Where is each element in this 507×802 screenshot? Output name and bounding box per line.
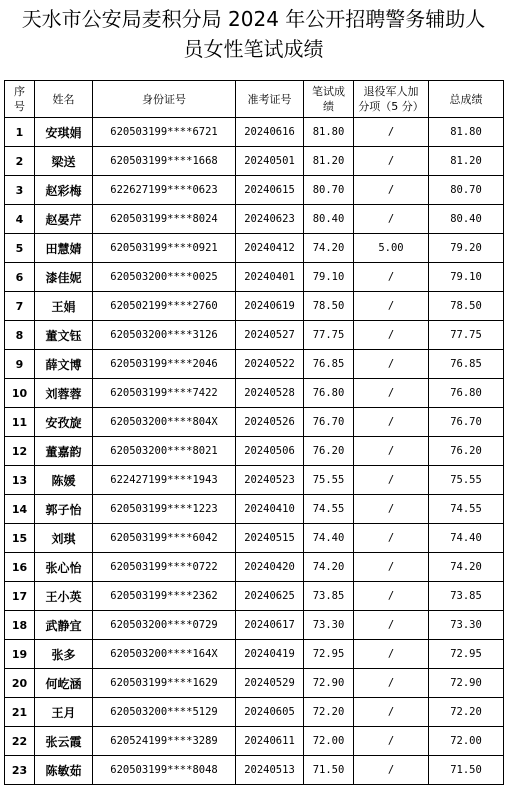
cell-veteran-bonus: / [354, 727, 429, 756]
cell-veteran-bonus: / [354, 263, 429, 292]
cell-total-score: 71.50 [429, 756, 504, 785]
cell-id-number: 620503200****8021 [93, 437, 236, 466]
cell-exam-number: 20240527 [236, 321, 304, 350]
header-seq: 序 号 [5, 81, 35, 118]
title-line-1: 天水市公安局麦积分局 2024 年公开招聘警务辅助人 [21, 7, 486, 31]
cell-total-score: 74.20 [429, 553, 504, 582]
cell-written-score: 74.20 [304, 234, 354, 263]
table-row [5, 292, 504, 321]
cell-veteran-bonus: / [354, 640, 429, 669]
table-row [5, 524, 504, 553]
cell-seq: 4 [5, 205, 35, 234]
cell-written-score: 74.40 [304, 524, 354, 553]
table-row [5, 176, 504, 205]
cell-veteran-bonus: / [354, 669, 429, 698]
header-veteran-bonus: 退役军人加 分项（5 分） [354, 81, 429, 118]
cell-total-score: 81.80 [429, 118, 504, 147]
cell-name: 刘琪 [35, 524, 93, 553]
cell-exam-number: 20240625 [236, 582, 304, 611]
cell-written-score: 76.80 [304, 379, 354, 408]
cell-exam-number: 20240513 [236, 756, 304, 785]
cell-total-score: 76.70 [429, 408, 504, 437]
table-header-row [5, 81, 504, 118]
cell-id-number: 620503200****3126 [93, 321, 236, 350]
cell-total-score: 75.55 [429, 466, 504, 495]
cell-exam-number: 20240611 [236, 727, 304, 756]
cell-seq: 7 [5, 292, 35, 321]
cell-veteran-bonus: / [354, 379, 429, 408]
cell-veteran-bonus: / [354, 408, 429, 437]
cell-id-number: 620503199****1223 [93, 495, 236, 524]
cell-total-score: 80.70 [429, 176, 504, 205]
cell-name: 赵晏芹 [35, 205, 93, 234]
cell-written-score: 73.85 [304, 582, 354, 611]
cell-name: 张云霞 [35, 727, 93, 756]
cell-name: 赵彩梅 [35, 176, 93, 205]
cell-total-score: 76.85 [429, 350, 504, 379]
cell-seq: 15 [5, 524, 35, 553]
table-row [5, 118, 504, 147]
cell-seq: 14 [5, 495, 35, 524]
cell-total-score: 76.20 [429, 437, 504, 466]
cell-seq: 13 [5, 466, 35, 495]
cell-seq: 8 [5, 321, 35, 350]
cell-id-number: 620524199****3289 [93, 727, 236, 756]
cell-written-score: 76.20 [304, 437, 354, 466]
header-written-score: 笔试成 绩 [304, 81, 354, 118]
cell-exam-number: 20240619 [236, 292, 304, 321]
cell-name: 薛文博 [35, 350, 93, 379]
cell-total-score: 79.10 [429, 263, 504, 292]
cell-seq: 11 [5, 408, 35, 437]
cell-id-number: 620503200****0729 [93, 611, 236, 640]
table-row [5, 263, 504, 292]
cell-exam-number: 20240420 [236, 553, 304, 582]
cell-name: 梁送 [35, 147, 93, 176]
cell-name: 张心怡 [35, 553, 93, 582]
cell-id-number: 620503199****8024 [93, 205, 236, 234]
cell-name: 张多 [35, 640, 93, 669]
cell-total-score: 81.20 [429, 147, 504, 176]
cell-seq: 9 [5, 350, 35, 379]
cell-name: 田慧婧 [35, 234, 93, 263]
table-row [5, 234, 504, 263]
cell-exam-number: 20240410 [236, 495, 304, 524]
header-name: 姓名 [35, 81, 93, 118]
cell-exam-number: 20240523 [236, 466, 304, 495]
cell-id-number: 620503200****5129 [93, 698, 236, 727]
cell-written-score: 81.20 [304, 147, 354, 176]
cell-name: 董嘉韵 [35, 437, 93, 466]
table-row [5, 321, 504, 350]
cell-seq: 23 [5, 756, 35, 785]
cell-seq: 22 [5, 727, 35, 756]
cell-total-score: 74.55 [429, 495, 504, 524]
cell-veteran-bonus: / [354, 495, 429, 524]
cell-total-score: 79.20 [429, 234, 504, 263]
cell-written-score: 71.50 [304, 756, 354, 785]
header-exam-no: 准考证号 [236, 81, 304, 118]
table-row [5, 147, 504, 176]
cell-veteran-bonus: / [354, 524, 429, 553]
cell-veteran-bonus: / [354, 205, 429, 234]
cell-id-number: 620503199****8048 [93, 756, 236, 785]
cell-name: 武静宜 [35, 611, 93, 640]
table-row [5, 466, 504, 495]
cell-total-score: 72.90 [429, 669, 504, 698]
cell-name: 郭子怡 [35, 495, 93, 524]
cell-name: 王娟 [35, 292, 93, 321]
table-row [5, 437, 504, 466]
cell-total-score: 72.00 [429, 727, 504, 756]
cell-total-score: 72.95 [429, 640, 504, 669]
cell-veteran-bonus: / [354, 147, 429, 176]
cell-id-number: 620503200****0025 [93, 263, 236, 292]
cell-id-number: 620503199****0722 [93, 553, 236, 582]
cell-veteran-bonus: / [354, 582, 429, 611]
cell-exam-number: 20240605 [236, 698, 304, 727]
cell-seq: 5 [5, 234, 35, 263]
table-row [5, 379, 504, 408]
cell-written-score: 76.70 [304, 408, 354, 437]
cell-id-number: 620503199****2362 [93, 582, 236, 611]
cell-written-score: 74.55 [304, 495, 354, 524]
cell-exam-number: 20240401 [236, 263, 304, 292]
cell-seq: 20 [5, 669, 35, 698]
cell-seq: 3 [5, 176, 35, 205]
cell-id-number: 620503199****1668 [93, 147, 236, 176]
table-row [5, 495, 504, 524]
cell-total-score: 77.75 [429, 321, 504, 350]
cell-written-score: 72.00 [304, 727, 354, 756]
cell-id-number: 622427199****1943 [93, 466, 236, 495]
cell-id-number: 620503199****0921 [93, 234, 236, 263]
cell-name: 陈敏茹 [35, 756, 93, 785]
document-title [0, 4, 507, 64]
cell-written-score: 79.10 [304, 263, 354, 292]
cell-exam-number: 20240515 [236, 524, 304, 553]
cell-veteran-bonus: / [354, 176, 429, 205]
cell-id-number: 620502199****2760 [93, 292, 236, 321]
cell-exam-number: 20240526 [236, 408, 304, 437]
header-id: 身份证号 [93, 81, 236, 118]
cell-veteran-bonus: / [354, 553, 429, 582]
cell-seq: 18 [5, 611, 35, 640]
table-row [5, 756, 504, 785]
cell-id-number: 620503199****6721 [93, 118, 236, 147]
cell-total-score: 72.20 [429, 698, 504, 727]
cell-veteran-bonus: / [354, 292, 429, 321]
cell-id-number: 620503200****164X [93, 640, 236, 669]
cell-veteran-bonus: / [354, 466, 429, 495]
cell-id-number: 622627199****0623 [93, 176, 236, 205]
cell-veteran-bonus: / [354, 756, 429, 785]
cell-veteran-bonus: / [354, 698, 429, 727]
cell-written-score: 77.75 [304, 321, 354, 350]
table-row [5, 611, 504, 640]
cell-veteran-bonus: 5.00 [354, 234, 429, 263]
cell-name: 何屹涵 [35, 669, 93, 698]
cell-exam-number: 20240528 [236, 379, 304, 408]
cell-exam-number: 20240506 [236, 437, 304, 466]
cell-veteran-bonus: / [354, 437, 429, 466]
cell-seq: 16 [5, 553, 35, 582]
cell-total-score: 73.30 [429, 611, 504, 640]
cell-id-number: 620503200****804X [93, 408, 236, 437]
cell-seq: 17 [5, 582, 35, 611]
cell-written-score: 76.85 [304, 350, 354, 379]
title-line-2: 员女性笔试成绩 [183, 37, 324, 61]
cell-seq: 1 [5, 118, 35, 147]
table-row [5, 727, 504, 756]
cell-written-score: 72.90 [304, 669, 354, 698]
table-row [5, 698, 504, 727]
cell-total-score: 73.85 [429, 582, 504, 611]
cell-exam-number: 20240529 [236, 669, 304, 698]
cell-exam-number: 20240522 [236, 350, 304, 379]
header-total: 总成绩 [429, 81, 504, 118]
table-row [5, 640, 504, 669]
cell-exam-number: 20240501 [236, 147, 304, 176]
cell-name: 陈媛 [35, 466, 93, 495]
cell-name: 王月 [35, 698, 93, 727]
table-row [5, 350, 504, 379]
cell-written-score: 72.20 [304, 698, 354, 727]
cell-exam-number: 20240623 [236, 205, 304, 234]
cell-id-number: 620503199****1629 [93, 669, 236, 698]
cell-seq: 12 [5, 437, 35, 466]
cell-id-number: 620503199****6042 [93, 524, 236, 553]
table-row [5, 408, 504, 437]
cell-written-score: 80.40 [304, 205, 354, 234]
cell-id-number: 620503199****2046 [93, 350, 236, 379]
cell-veteran-bonus: / [354, 350, 429, 379]
cell-seq: 6 [5, 263, 35, 292]
cell-seq: 2 [5, 147, 35, 176]
cell-id-number: 620503199****7422 [93, 379, 236, 408]
cell-veteran-bonus: / [354, 611, 429, 640]
cell-name: 漆佳妮 [35, 263, 93, 292]
table-row [5, 553, 504, 582]
cell-written-score: 81.80 [304, 118, 354, 147]
cell-seq: 19 [5, 640, 35, 669]
cell-exam-number: 20240617 [236, 611, 304, 640]
cell-exam-number: 20240412 [236, 234, 304, 263]
cell-name: 刘蓉蓉 [35, 379, 93, 408]
cell-name: 董文钰 [35, 321, 93, 350]
cell-seq: 21 [5, 698, 35, 727]
cell-written-score: 78.50 [304, 292, 354, 321]
results-table [4, 80, 504, 785]
cell-written-score: 72.95 [304, 640, 354, 669]
table-body [5, 118, 504, 785]
cell-exam-number: 20240616 [236, 118, 304, 147]
cell-written-score: 73.30 [304, 611, 354, 640]
cell-total-score: 80.40 [429, 205, 504, 234]
cell-total-score: 78.50 [429, 292, 504, 321]
table-row [5, 582, 504, 611]
cell-seq: 10 [5, 379, 35, 408]
table-row [5, 205, 504, 234]
cell-name: 安孜旋 [35, 408, 93, 437]
cell-total-score: 74.40 [429, 524, 504, 553]
cell-total-score: 76.80 [429, 379, 504, 408]
cell-veteran-bonus: / [354, 118, 429, 147]
cell-veteran-bonus: / [354, 321, 429, 350]
cell-exam-number: 20240615 [236, 176, 304, 205]
cell-written-score: 74.20 [304, 553, 354, 582]
cell-exam-number: 20240419 [236, 640, 304, 669]
cell-written-score: 75.55 [304, 466, 354, 495]
cell-name: 安琪娟 [35, 118, 93, 147]
cell-name: 王小英 [35, 582, 93, 611]
table-row [5, 669, 504, 698]
cell-written-score: 80.70 [304, 176, 354, 205]
